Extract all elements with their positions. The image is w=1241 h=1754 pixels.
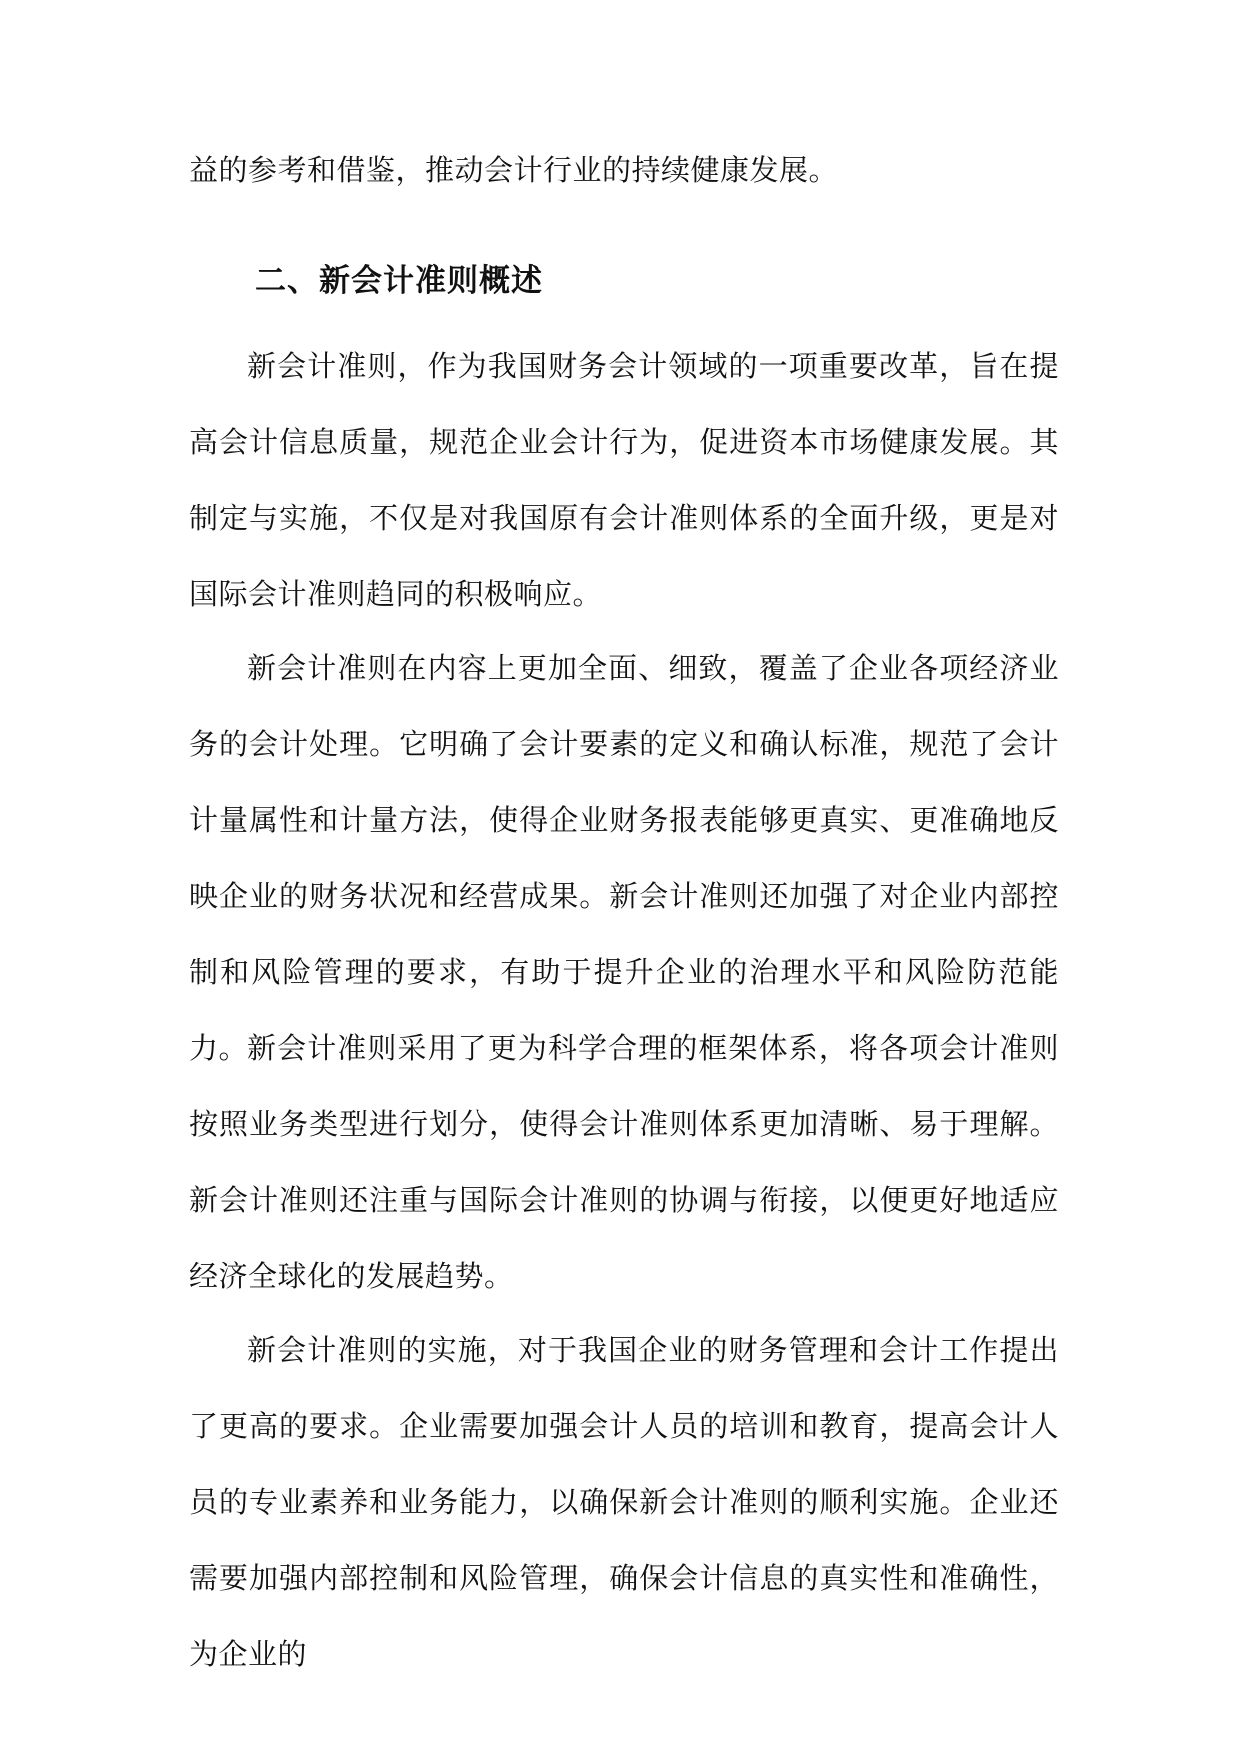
section-heading: 二、新会计准则概述 — [255, 263, 543, 299]
paragraph-framework: 新会计准则采用了更为科学合理的框架体系，将各项会计准则按照业务类型进行划分，使得会计准则体系更加清晰、易于理解。新会计准则还注重与国际会计准则的协调与衔接，以便更好地适应经济全球化的发展趋势。 — [189, 1031, 1059, 1293]
paragraph-overview: 新会计准则，作为我国财务会计领域的一项重要改革，旨在提高会计信息质量，规范企业会计行为，促进资本市场健康发展。其制定与实施，不仅是对我国原有会计准则体系的全面升级，更是对国际会计准则趋同的积极响应。 — [189, 349, 1059, 611]
lead-line: 益的参考和借鉴，推动会计行业的持续健康发展。 — [189, 153, 839, 187]
paragraph-implementation: 新会计准则的实施，对于我国企业的财务管理和会计工作提出了更高的要求。企业需要加强会计人员的培训和教育，提高会计人员的专业素养和业务能力，以确保新会计准则的顺利实施。企业还需要加强内部控制和风险管理，确保会计信息的真实性和准确性，为企业的 — [189, 1333, 1059, 1671]
paragraph-content: 新会计准则在内容上更加全面、细致，覆盖了企业各项经济业务的会计处理。它明确了会计要素的定义和确认标准，规范了会计计量属性和计量方法，使得企业财务报表能够更真实、更准确地反映企业的财务状况和经营成果。新会计准则还加强了对企业内部控制和风险管理的要求，有助于提升企业的治理水平和风险防范能力。 — [189, 651, 1059, 1065]
